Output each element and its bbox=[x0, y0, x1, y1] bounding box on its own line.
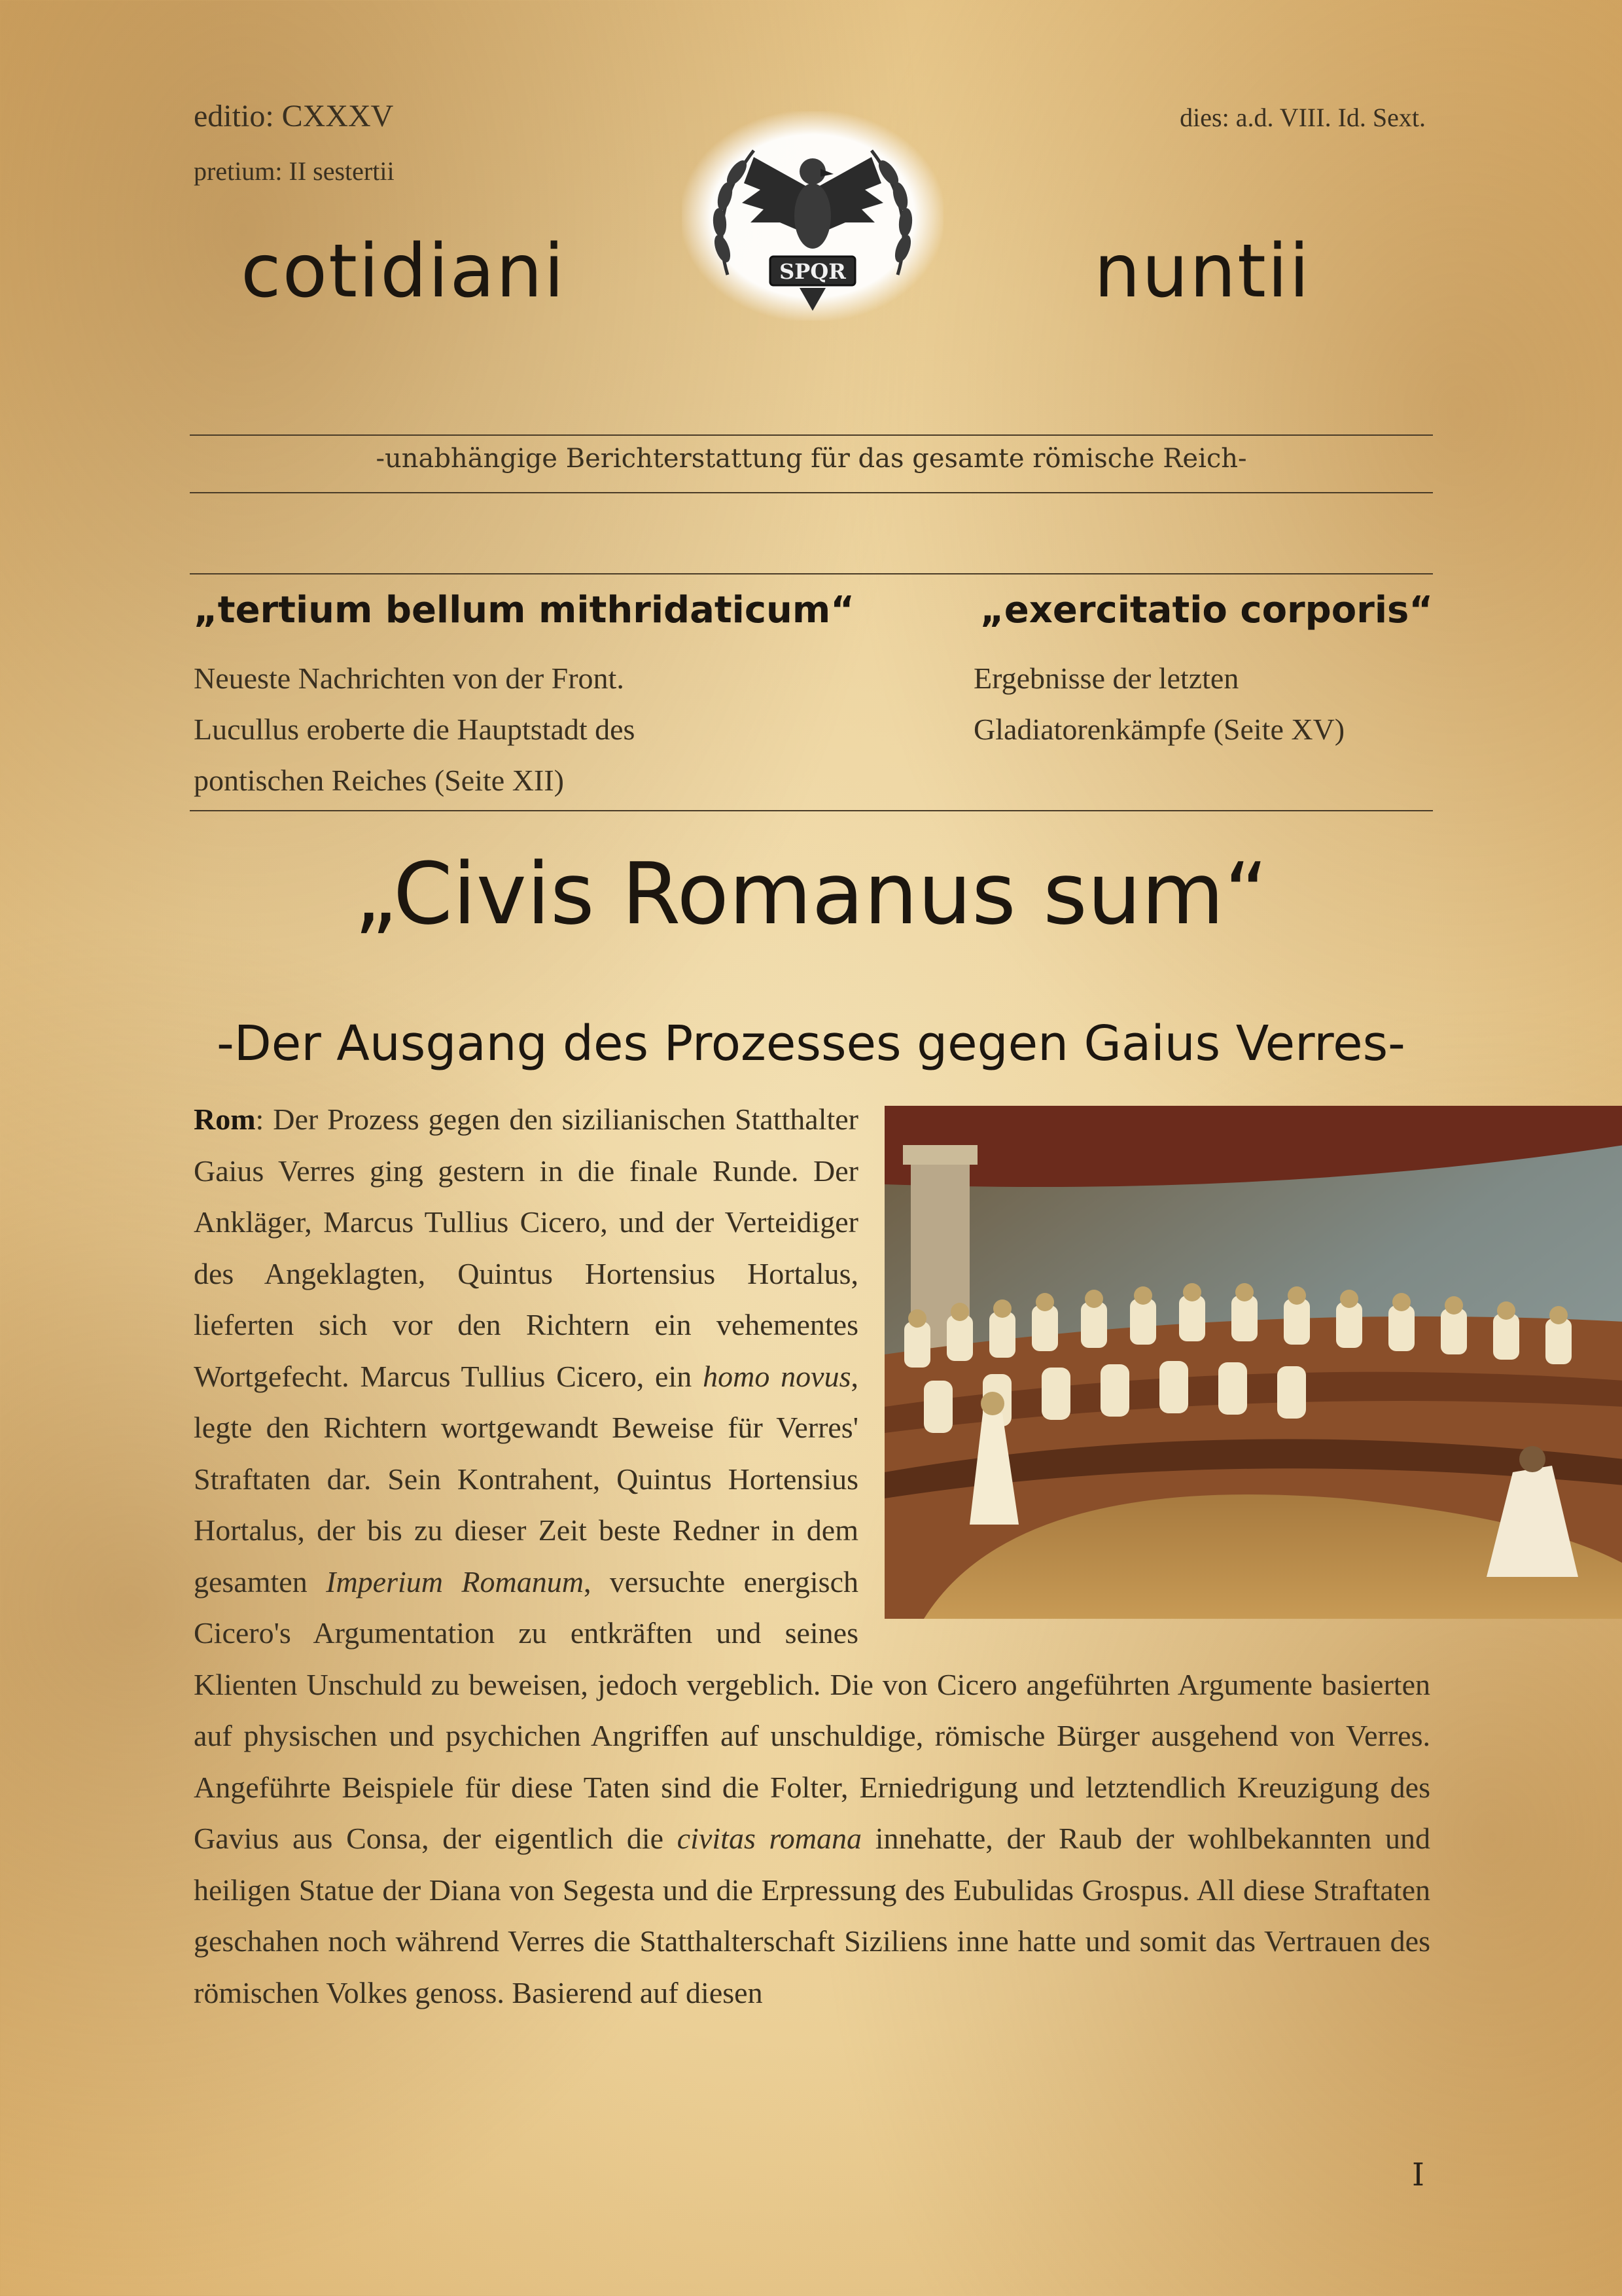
teaser-line: Gladiatorenkämpfe (Seite XV) bbox=[974, 713, 1345, 746]
article-headline: „Civis Romanus sum“ bbox=[353, 844, 1269, 944]
masthead-right: nuntii bbox=[1094, 229, 1311, 314]
divider bbox=[190, 492, 1433, 493]
article-text-part: , versuchte energisch Cicero's Argumentation zu entkräften und seines Klienten Unschuld zu beweisen, jedoch vergeblich. Die von Cicero angeführten Argumente basierten auf physischen und psychichen Angriffen auf unschuldige, römische Bürger ausgehend von Verres. Angeführte Beispiele für diese Taten sind die Folter, Erniedrigung und letztendlich Kreuzigung des Gavius aus Consa, der eigentlich die bbox=[194, 1564, 1430, 1855]
article-subheadline: -Der Ausgang des Prozesses gegen Gaius Verres- bbox=[217, 1016, 1405, 1072]
article-body bbox=[194, 1094, 1430, 2019]
divider bbox=[190, 810, 1433, 811]
painting-illustration bbox=[885, 1106, 1622, 1619]
masthead-left: cotidiani bbox=[241, 229, 566, 314]
divider bbox=[190, 573, 1433, 574]
senate-painting-image bbox=[885, 1106, 1622, 1619]
article-term: Imperium Romanum bbox=[326, 1564, 584, 1598]
page-number: I bbox=[1412, 2157, 1424, 2193]
divider bbox=[190, 434, 1433, 436]
tagline: -unabhängige Berichterstattung für das gesamte römische Reich- bbox=[376, 444, 1247, 474]
article-text-part: innehatte, der Raub der wohlbekannten und heiligen Statue der Diana von Segesta und die Erpressung des Eubulidas Grospus. All diese Straftaten geschahen noch während Verres die Statthalterschaft Siziliens inne hatte und somit das Vertrauen des römischen Volkes genoss. Basierend auf diesen bbox=[194, 1822, 1430, 2009]
teaser-body-war bbox=[194, 653, 783, 806]
teaser-title-sport: „exercitatio corporis“ bbox=[980, 589, 1434, 631]
spqr-plaque-text: SPQR bbox=[779, 259, 846, 284]
spqr-eagle-emblem bbox=[682, 111, 943, 321]
article-text-part: , legte den Richtern wortgewandt Beweise für Verres' Straftaten dar. Sein Kontrahent, Quintus Hortensius Hortalus, der bis zu dieser Zeit beste Redner in dem gesamten bbox=[194, 1359, 858, 1598]
teaser-body-sport bbox=[974, 653, 1432, 755]
teaser-line: pontischen Reiches (Seite XII) bbox=[194, 764, 564, 797]
date-label: dies: a.d. VIII. Id. Sext. bbox=[1180, 103, 1426, 132]
edition-number: editio: CXXXV bbox=[194, 99, 394, 133]
eagle-icon bbox=[682, 111, 943, 321]
article-term: homo novus bbox=[703, 1359, 851, 1393]
teaser-line: Ergebnisse der letzten bbox=[974, 662, 1239, 695]
article-dateline: Rom bbox=[194, 1103, 256, 1136]
teaser-title-war: „tertium bellum mithridaticum“ bbox=[194, 589, 855, 631]
article-term: civitas romana bbox=[677, 1822, 862, 1855]
article-text-part: : Der Prozess gegen den sizilianischen Statthalter Gaius Verres ging gestern in die finale Runde. Der Ankläger, Marcus Tullius Cicero, und der Verteidiger des Angeklagten, Quintus Hortensius Hortalus, lieferten sich vor den Richtern ein vehementes Wortgefecht. Marcus Tullius Cicero, ein bbox=[194, 1103, 858, 1393]
price-label: pretium: II sestertii bbox=[194, 156, 395, 186]
teaser-line: Lucullus eroberte die Hauptstadt des bbox=[194, 713, 635, 746]
teaser-line: Neueste Nachrichten von der Front. bbox=[194, 662, 624, 695]
